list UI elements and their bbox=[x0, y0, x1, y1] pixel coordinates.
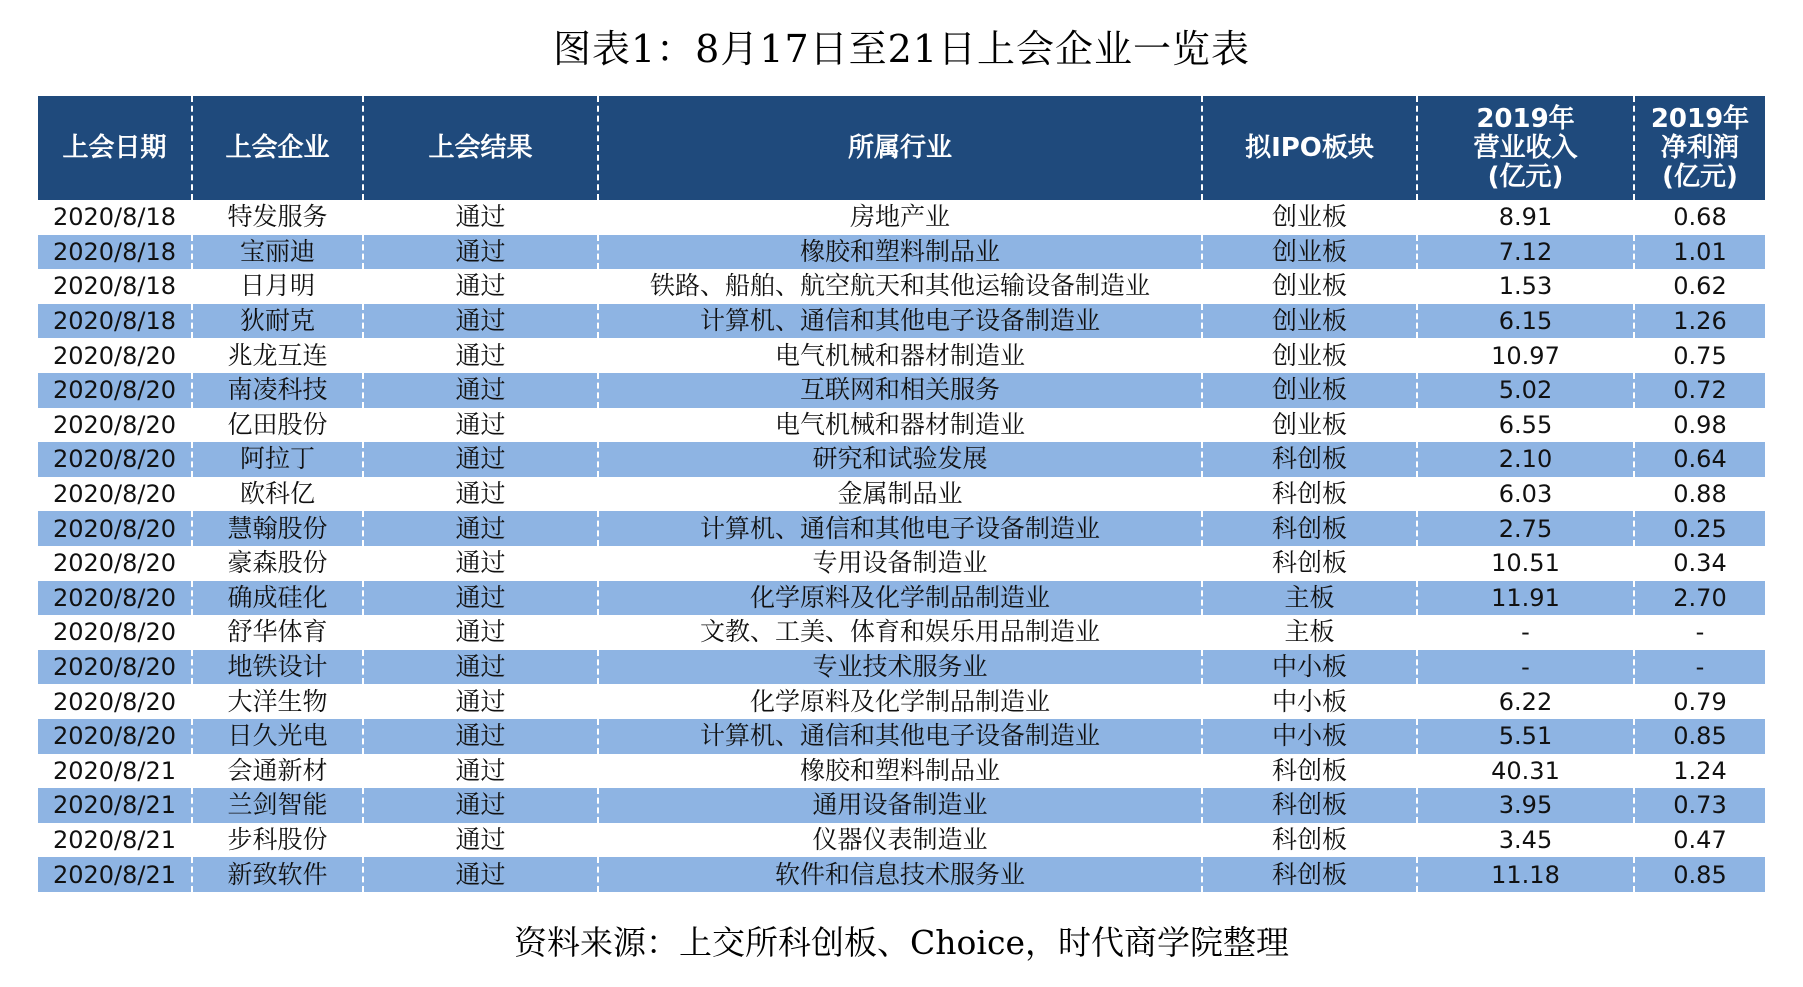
table-row bbox=[38, 684, 1765, 719]
net-profit-cell: 0.85 bbox=[1634, 857, 1765, 892]
revenue-cell: 2.10 bbox=[1417, 442, 1634, 477]
board-cell: 主板 bbox=[1202, 581, 1417, 616]
date-cell: 2020/8/18 bbox=[38, 200, 192, 235]
header-row bbox=[38, 96, 1765, 200]
net-profit-cell: 0.62 bbox=[1634, 269, 1765, 304]
company-cell: 大洋生物 bbox=[192, 684, 363, 719]
board-cell: 创业板 bbox=[1202, 235, 1417, 270]
company-cell: 舒华体育 bbox=[192, 615, 363, 650]
date-cell: 2020/8/20 bbox=[38, 511, 192, 546]
industry-cell: 专用设备制造业 bbox=[598, 546, 1202, 581]
result-cell: 通过 bbox=[363, 477, 598, 512]
result-cell: 通过 bbox=[363, 269, 598, 304]
company-cell: 新致软件 bbox=[192, 857, 363, 892]
net-profit-cell: 0.98 bbox=[1634, 408, 1765, 443]
board-cell: 中小板 bbox=[1202, 650, 1417, 685]
net-profit-cell: 0.72 bbox=[1634, 373, 1765, 408]
result-cell: 通过 bbox=[363, 581, 598, 616]
result-cell: 通过 bbox=[363, 546, 598, 581]
net-profit-cell: - bbox=[1634, 650, 1765, 685]
industry-cell: 铁路、船舶、航空航天和其他运输设备制造业 bbox=[598, 269, 1202, 304]
company-cell: 日月明 bbox=[192, 269, 363, 304]
table-row bbox=[38, 581, 1765, 616]
revenue-cell: 6.03 bbox=[1417, 477, 1634, 512]
industry-cell: 电气机械和器材制造业 bbox=[598, 408, 1202, 443]
net-profit-cell: 1.24 bbox=[1634, 754, 1765, 789]
revenue-cell: 3.45 bbox=[1417, 823, 1634, 858]
ipo-table-container bbox=[38, 96, 1765, 892]
table-row bbox=[38, 235, 1765, 270]
result-cell: 通过 bbox=[363, 788, 598, 823]
date-cell: 2020/8/20 bbox=[38, 581, 192, 616]
industry-cell: 计算机、通信和其他电子设备制造业 bbox=[598, 719, 1202, 754]
net-profit-cell: 0.64 bbox=[1634, 442, 1765, 477]
chart-title: 图表1：8月17日至21日上会企业一览表 bbox=[552, 27, 1251, 71]
revenue-cell: 1.53 bbox=[1417, 269, 1634, 304]
industry-cell: 计算机、通信和其他电子设备制造业 bbox=[598, 304, 1202, 339]
company-cell: 亿田股份 bbox=[192, 408, 363, 443]
board-cell: 科创板 bbox=[1202, 442, 1417, 477]
company-cell: 南凌科技 bbox=[192, 373, 363, 408]
revenue-cell: 11.91 bbox=[1417, 581, 1634, 616]
header-line: 上会日期 bbox=[62, 132, 167, 163]
revenue-cell: 6.15 bbox=[1417, 304, 1634, 339]
result-cell: 通过 bbox=[363, 304, 598, 339]
date-cell: 2020/8/20 bbox=[38, 615, 192, 650]
board-cell: 科创板 bbox=[1202, 477, 1417, 512]
header-company bbox=[192, 96, 363, 200]
industry-cell: 仪器仪表制造业 bbox=[598, 823, 1202, 858]
industry-cell: 橡胶和塑料制品业 bbox=[598, 754, 1202, 789]
net-profit-cell: 0.85 bbox=[1634, 719, 1765, 754]
header-line: 上会企业 bbox=[225, 132, 330, 163]
board-cell: 创业板 bbox=[1202, 304, 1417, 339]
header-date bbox=[38, 96, 192, 200]
revenue-cell: 10.51 bbox=[1417, 546, 1634, 581]
result-cell: 通过 bbox=[363, 754, 598, 789]
table-row bbox=[38, 304, 1765, 339]
company-cell: 特发服务 bbox=[192, 200, 363, 235]
result-cell: 通过 bbox=[363, 442, 598, 477]
table-row bbox=[38, 373, 1765, 408]
net-profit-cell: - bbox=[1634, 615, 1765, 650]
board-cell: 创业板 bbox=[1202, 338, 1417, 373]
revenue-cell: 5.51 bbox=[1417, 719, 1634, 754]
date-cell: 2020/8/20 bbox=[38, 373, 192, 408]
board-cell: 主板 bbox=[1202, 615, 1417, 650]
table-row bbox=[38, 788, 1765, 823]
revenue-cell: 2.75 bbox=[1417, 511, 1634, 546]
industry-cell: 金属制品业 bbox=[598, 477, 1202, 512]
header-net-profit bbox=[1634, 96, 1765, 200]
date-cell: 2020/8/18 bbox=[38, 235, 192, 270]
header-line: 所属行业 bbox=[847, 132, 952, 163]
date-cell: 2020/8/18 bbox=[38, 269, 192, 304]
table-row bbox=[38, 546, 1765, 581]
header-line: 2019年 bbox=[1650, 103, 1750, 134]
company-cell: 豪森股份 bbox=[192, 546, 363, 581]
date-cell: 2020/8/20 bbox=[38, 719, 192, 754]
result-cell: 通过 bbox=[363, 408, 598, 443]
table-row bbox=[38, 269, 1765, 304]
revenue-cell: 11.18 bbox=[1417, 857, 1634, 892]
board-cell: 创业板 bbox=[1202, 200, 1417, 235]
board-cell: 中小板 bbox=[1202, 684, 1417, 719]
company-cell: 会通新材 bbox=[192, 754, 363, 789]
board-cell: 创业板 bbox=[1202, 269, 1417, 304]
revenue-cell: 7.12 bbox=[1417, 235, 1634, 270]
net-profit-cell: 0.73 bbox=[1634, 788, 1765, 823]
industry-cell: 研究和试验发展 bbox=[598, 442, 1202, 477]
date-cell: 2020/8/20 bbox=[38, 650, 192, 685]
net-profit-cell: 0.88 bbox=[1634, 477, 1765, 512]
revenue-cell: 6.55 bbox=[1417, 408, 1634, 443]
company-cell: 欧科亿 bbox=[192, 477, 363, 512]
industry-cell: 电气机械和器材制造业 bbox=[598, 338, 1202, 373]
board-cell: 中小板 bbox=[1202, 719, 1417, 754]
header-revenue bbox=[1417, 96, 1634, 200]
revenue-cell: 10.97 bbox=[1417, 338, 1634, 373]
net-profit-cell: 1.26 bbox=[1634, 304, 1765, 339]
date-cell: 2020/8/18 bbox=[38, 304, 192, 339]
industry-cell: 橡胶和塑料制品业 bbox=[598, 235, 1202, 270]
revenue-cell: 6.22 bbox=[1417, 684, 1634, 719]
table-body bbox=[38, 200, 1765, 892]
result-cell: 通过 bbox=[363, 823, 598, 858]
industry-cell: 软件和信息技术服务业 bbox=[598, 857, 1202, 892]
header-line: 营业收入 bbox=[1473, 132, 1578, 163]
table-row bbox=[38, 477, 1765, 512]
result-cell: 通过 bbox=[363, 857, 598, 892]
net-profit-cell: 0.75 bbox=[1634, 338, 1765, 373]
header-result bbox=[363, 96, 598, 200]
date-cell: 2020/8/20 bbox=[38, 408, 192, 443]
company-cell: 兰剑智能 bbox=[192, 788, 363, 823]
company-cell: 兆龙互连 bbox=[192, 338, 363, 373]
company-cell: 阿拉丁 bbox=[192, 442, 363, 477]
board-cell: 科创板 bbox=[1202, 857, 1417, 892]
result-cell: 通过 bbox=[363, 684, 598, 719]
company-cell: 地铁设计 bbox=[192, 650, 363, 685]
header-board bbox=[1202, 96, 1417, 200]
table-row bbox=[38, 408, 1765, 443]
date-cell: 2020/8/20 bbox=[38, 546, 192, 581]
result-cell: 通过 bbox=[363, 719, 598, 754]
table-row bbox=[38, 857, 1765, 892]
table-row bbox=[38, 823, 1765, 858]
result-cell: 通过 bbox=[363, 338, 598, 373]
company-cell: 确成硅化 bbox=[192, 581, 363, 616]
date-cell: 2020/8/20 bbox=[38, 684, 192, 719]
result-cell: 通过 bbox=[363, 615, 598, 650]
table-row bbox=[38, 719, 1765, 754]
table-header bbox=[38, 96, 1765, 200]
result-cell: 通过 bbox=[363, 373, 598, 408]
board-cell: 科创板 bbox=[1202, 546, 1417, 581]
net-profit-cell: 0.68 bbox=[1634, 200, 1765, 235]
revenue-cell: 3.95 bbox=[1417, 788, 1634, 823]
company-cell: 日久光电 bbox=[192, 719, 363, 754]
date-cell: 2020/8/20 bbox=[38, 477, 192, 512]
net-profit-cell: 2.70 bbox=[1634, 581, 1765, 616]
ipo-review-table bbox=[38, 96, 1765, 892]
board-cell: 科创板 bbox=[1202, 823, 1417, 858]
header-line: 2019年 bbox=[1476, 103, 1575, 134]
industry-cell: 房地产业 bbox=[598, 200, 1202, 235]
net-profit-cell: 0.25 bbox=[1634, 511, 1765, 546]
industry-cell: 计算机、通信和其他电子设备制造业 bbox=[598, 511, 1202, 546]
board-cell: 创业板 bbox=[1202, 408, 1417, 443]
result-cell: 通过 bbox=[363, 200, 598, 235]
header-line: 净利润 bbox=[1660, 132, 1739, 163]
table-row bbox=[38, 442, 1765, 477]
industry-cell: 专业技术服务业 bbox=[598, 650, 1202, 685]
source-note: 资料来源：上交所科创板、Choice，时代商学院整理 bbox=[514, 923, 1289, 962]
date-cell: 2020/8/21 bbox=[38, 788, 192, 823]
table-row bbox=[38, 338, 1765, 373]
table-row bbox=[38, 200, 1765, 235]
header-line: 上会结果 bbox=[428, 132, 533, 163]
date-cell: 2020/8/21 bbox=[38, 857, 192, 892]
industry-cell: 化学原料及化学制品制造业 bbox=[598, 581, 1202, 616]
table-row bbox=[38, 754, 1765, 789]
date-cell: 2020/8/21 bbox=[38, 823, 192, 858]
industry-cell: 互联网和相关服务 bbox=[598, 373, 1202, 408]
result-cell: 通过 bbox=[363, 511, 598, 546]
industry-cell: 通用设备制造业 bbox=[598, 788, 1202, 823]
header-line: (亿元) bbox=[1487, 161, 1564, 192]
revenue-cell: - bbox=[1417, 650, 1634, 685]
result-cell: 通过 bbox=[363, 650, 598, 685]
net-profit-cell: 0.34 bbox=[1634, 546, 1765, 581]
industry-cell: 化学原料及化学制品制造业 bbox=[598, 684, 1202, 719]
board-cell: 科创板 bbox=[1202, 788, 1417, 823]
revenue-cell: 8.91 bbox=[1417, 200, 1634, 235]
date-cell: 2020/8/20 bbox=[38, 442, 192, 477]
company-cell: 狄耐克 bbox=[192, 304, 363, 339]
header-line: 拟IPO板块 bbox=[1245, 132, 1374, 163]
net-profit-cell: 0.47 bbox=[1634, 823, 1765, 858]
board-cell: 科创板 bbox=[1202, 511, 1417, 546]
revenue-cell: 5.02 bbox=[1417, 373, 1634, 408]
company-cell: 慧翰股份 bbox=[192, 511, 363, 546]
header-line: (亿元) bbox=[1662, 161, 1738, 192]
net-profit-cell: 1.01 bbox=[1634, 235, 1765, 270]
industry-cell: 文教、工美、体育和娱乐用品制造业 bbox=[598, 615, 1202, 650]
net-profit-cell: 0.79 bbox=[1634, 684, 1765, 719]
revenue-cell: - bbox=[1417, 615, 1634, 650]
company-cell: 宝丽迪 bbox=[192, 235, 363, 270]
table-row bbox=[38, 650, 1765, 685]
table-row bbox=[38, 511, 1765, 546]
result-cell: 通过 bbox=[363, 235, 598, 270]
table-row bbox=[38, 615, 1765, 650]
board-cell: 创业板 bbox=[1202, 373, 1417, 408]
date-cell: 2020/8/20 bbox=[38, 338, 192, 373]
board-cell: 科创板 bbox=[1202, 754, 1417, 789]
header-industry bbox=[598, 96, 1202, 200]
date-cell: 2020/8/21 bbox=[38, 754, 192, 789]
company-cell: 步科股份 bbox=[192, 823, 363, 858]
revenue-cell: 40.31 bbox=[1417, 754, 1634, 789]
